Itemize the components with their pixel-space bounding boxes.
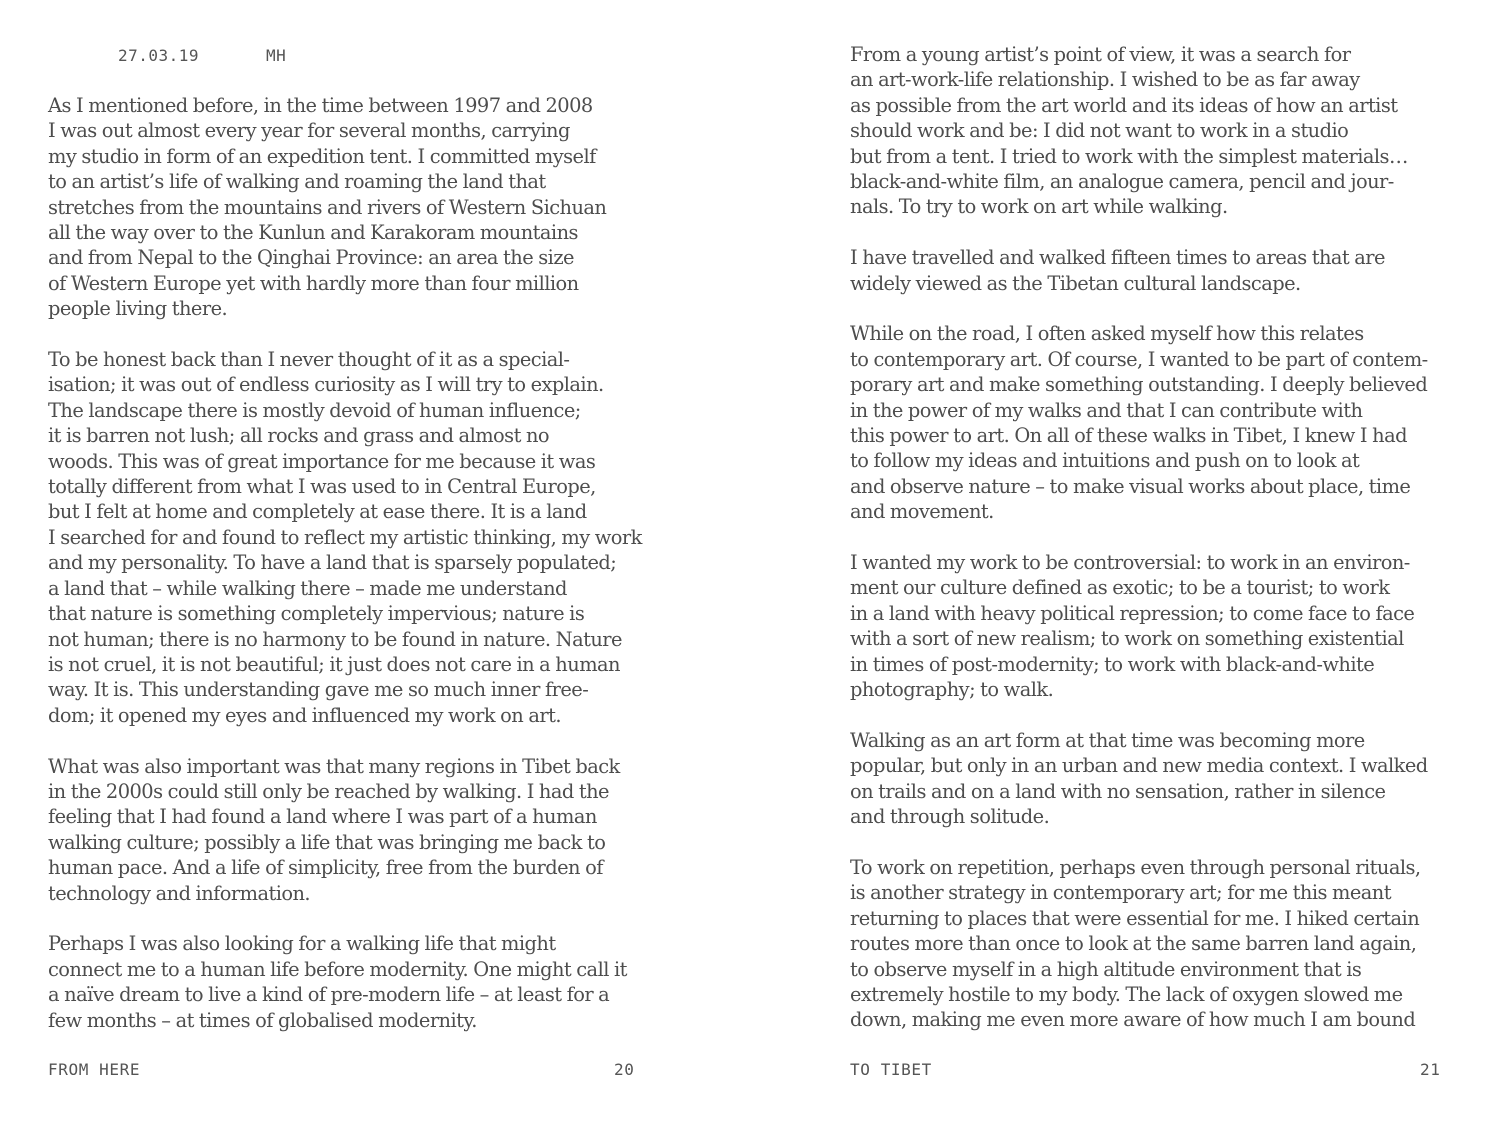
text-line: porary art and make something outstanding. I deeply believed [850, 373, 1428, 397]
text-line: widely viewed as the Tibetan cultural landscape. [850, 271, 1301, 295]
text-line: as possible from the art world and its ideas of how an artist [850, 93, 1398, 117]
text-line: to an artist’s life of walking and roaming the land that [48, 170, 546, 194]
text-line: down, making me even more aware of how much I am bound [850, 1008, 1416, 1032]
paragraph [48, 754, 668, 906]
text-line: connect me to a human life before modernity. One might call it [48, 957, 627, 981]
text-line: While on the road, I often asked myself how this relates [850, 322, 1364, 346]
text-line: I have travelled and walked fifteen times to areas that are [850, 246, 1385, 270]
text-line: As I mentioned before, in the time between 1997 and 2008 [48, 94, 593, 117]
text-line: nals. To try to work on art while walking. [850, 195, 1228, 219]
page-number-left: 20 [614, 1060, 635, 1079]
text-line: with a sort of new realism; to work on something existential [850, 627, 1404, 651]
text-line: feeling that I had found a land where I was part of a human [48, 805, 597, 829]
text-line: on trails and on a land with no sensation, rather in silence [850, 779, 1386, 803]
paragraph [850, 550, 1470, 702]
text-line: is not cruel, it is not beautiful; it just does not care in a human [48, 652, 620, 676]
text-line: all the way over to the Kunlun and Karakoram mountains [48, 221, 578, 245]
text-line: in a land with heavy political repression; to come face to face [850, 601, 1415, 625]
paragraph [850, 321, 1470, 524]
text-line: a land that – while walking there – made me understand [48, 576, 567, 600]
text-line: few months – at times of globalised modernity. [48, 1008, 477, 1032]
text-line: but I felt at home and completely at ease there. It is a land [48, 500, 587, 524]
text-line: What was also important was that many regions in Tibet back [48, 754, 620, 778]
text-line: an art-work-life relationship. I wished to be as far away [850, 68, 1360, 92]
text-line: routes more than once to look at the same barren land again, [850, 932, 1417, 956]
text-line: Walking as an art form at that time was becoming more [850, 728, 1365, 752]
paragraph [48, 93, 668, 322]
text-line: that nature is something completely impervious; nature is [48, 602, 585, 626]
text-line: The landscape there is mostly devoid of human influence; [48, 398, 581, 422]
entry-date: 27.03.19 [118, 46, 200, 65]
text-line: in the power of my walks and that I can contribute with [850, 398, 1363, 422]
text-line: it is barren not lush; all rocks and grass and almost no [48, 424, 550, 448]
text-line: and observe nature – to make visual works about place, time [850, 474, 1411, 498]
text-line: ment our culture defined as exotic; to be a tourist; to work [850, 576, 1390, 600]
text-line: in the 2000s could still only be reached by walking. I had the [48, 779, 609, 803]
footer-running-title-right: TO TIBET [850, 1060, 932, 1079]
text-line: I was out almost every year for several months, carrying [48, 119, 570, 143]
text-line: and through solitude. [850, 805, 1050, 829]
text-line: technology and information. [48, 881, 311, 905]
text-line: and from Nepal to the Qinghai Province: an area the size [48, 246, 574, 270]
text-line: way. It is. This understanding gave me so much inner free- [48, 678, 589, 702]
text-line: returning to places that were essential for me. I hiked certain [850, 906, 1420, 930]
text-line: to follow my ideas and intuitions and push on to look at [850, 449, 1360, 473]
text-line: Perhaps I was also looking for a walking life that might [48, 932, 556, 956]
text-line: my studio in form of an expedition tent. I committed myself [48, 144, 596, 168]
text-line: not human; there is no harmony to be found in nature. Nature [48, 627, 622, 651]
text-line: black-and-white film, an analogue camera, pencil and jour- [850, 170, 1394, 194]
text-line: isation; it was out of endless curiosity as I will try to explain. [48, 373, 604, 397]
text-line: I searched for and found to reflect my artistic thinking, my work [48, 525, 642, 549]
paragraph [48, 931, 668, 1033]
text-line: a naïve dream to live a kind of pre-modern life – at least for a [48, 983, 610, 1007]
text-line: but from a tent. I tried to work with the simplest materials… [850, 144, 1408, 168]
text-line: to observe myself in a high altitude environment that is [850, 957, 1362, 981]
text-line: to contemporary art. Of course, I wanted to be part of contem- [850, 347, 1428, 371]
text-line: To be honest back than I never thought of it as a special- [48, 348, 570, 372]
text-line: stretches from the mountains and rivers of Western Sichuan [48, 195, 607, 219]
text-line: woods. This was of great importance for me because it was [48, 449, 596, 473]
text-line: of Western Europe yet with hardly more than four million [48, 271, 579, 295]
left-body-text [48, 93, 668, 1058]
text-line: extremely hostile to my body. The lack of oxygen slowed me [850, 982, 1403, 1006]
author-initials: MH [266, 46, 287, 65]
text-line: is another strategy in contemporary art; for me this meant [850, 881, 1391, 905]
paragraph [850, 728, 1470, 830]
text-line: should work and be: I did not want to work in a studio [850, 119, 1349, 143]
right-page [744, 0, 1488, 1122]
text-line: dom; it opened my eyes and influenced my work on art. [48, 703, 561, 727]
text-line: To work on repetition, perhaps even through personal rituals, [850, 855, 1421, 879]
text-line: this power to art. On all of these walks in Tibet, I knew I had [850, 424, 1407, 448]
text-line: walking culture; possibly a life that was bringing me back to [48, 830, 606, 854]
paragraph [850, 245, 1470, 296]
page-number-right: 21 [1420, 1060, 1441, 1079]
paragraph [850, 42, 1470, 220]
text-line: popular, but only in an urban and new media context. I walked [850, 754, 1428, 778]
right-body-text [850, 42, 1470, 1058]
text-line: people living there. [48, 297, 228, 321]
text-line: photography; to walk. [850, 678, 1054, 702]
paragraph [850, 855, 1470, 1033]
text-line: totally different from what I was used to in Central Europe, [48, 475, 596, 499]
footer-running-title-left: FROM HERE [48, 1060, 141, 1079]
text-line: and movement. [850, 500, 994, 524]
text-line: human pace. And a life of simplicity, free from the burden of [48, 856, 603, 880]
text-line: From a young artist’s point of view, it was a search for [850, 43, 1351, 66]
text-line: and my personality. To have a land that is sparsely populated; [48, 551, 617, 575]
paragraph [48, 347, 668, 728]
text-line: I wanted my work to be controversial: to work in an environ- [850, 551, 1410, 575]
text-line: in times of post-modernity; to work with black-and-white [850, 652, 1375, 676]
